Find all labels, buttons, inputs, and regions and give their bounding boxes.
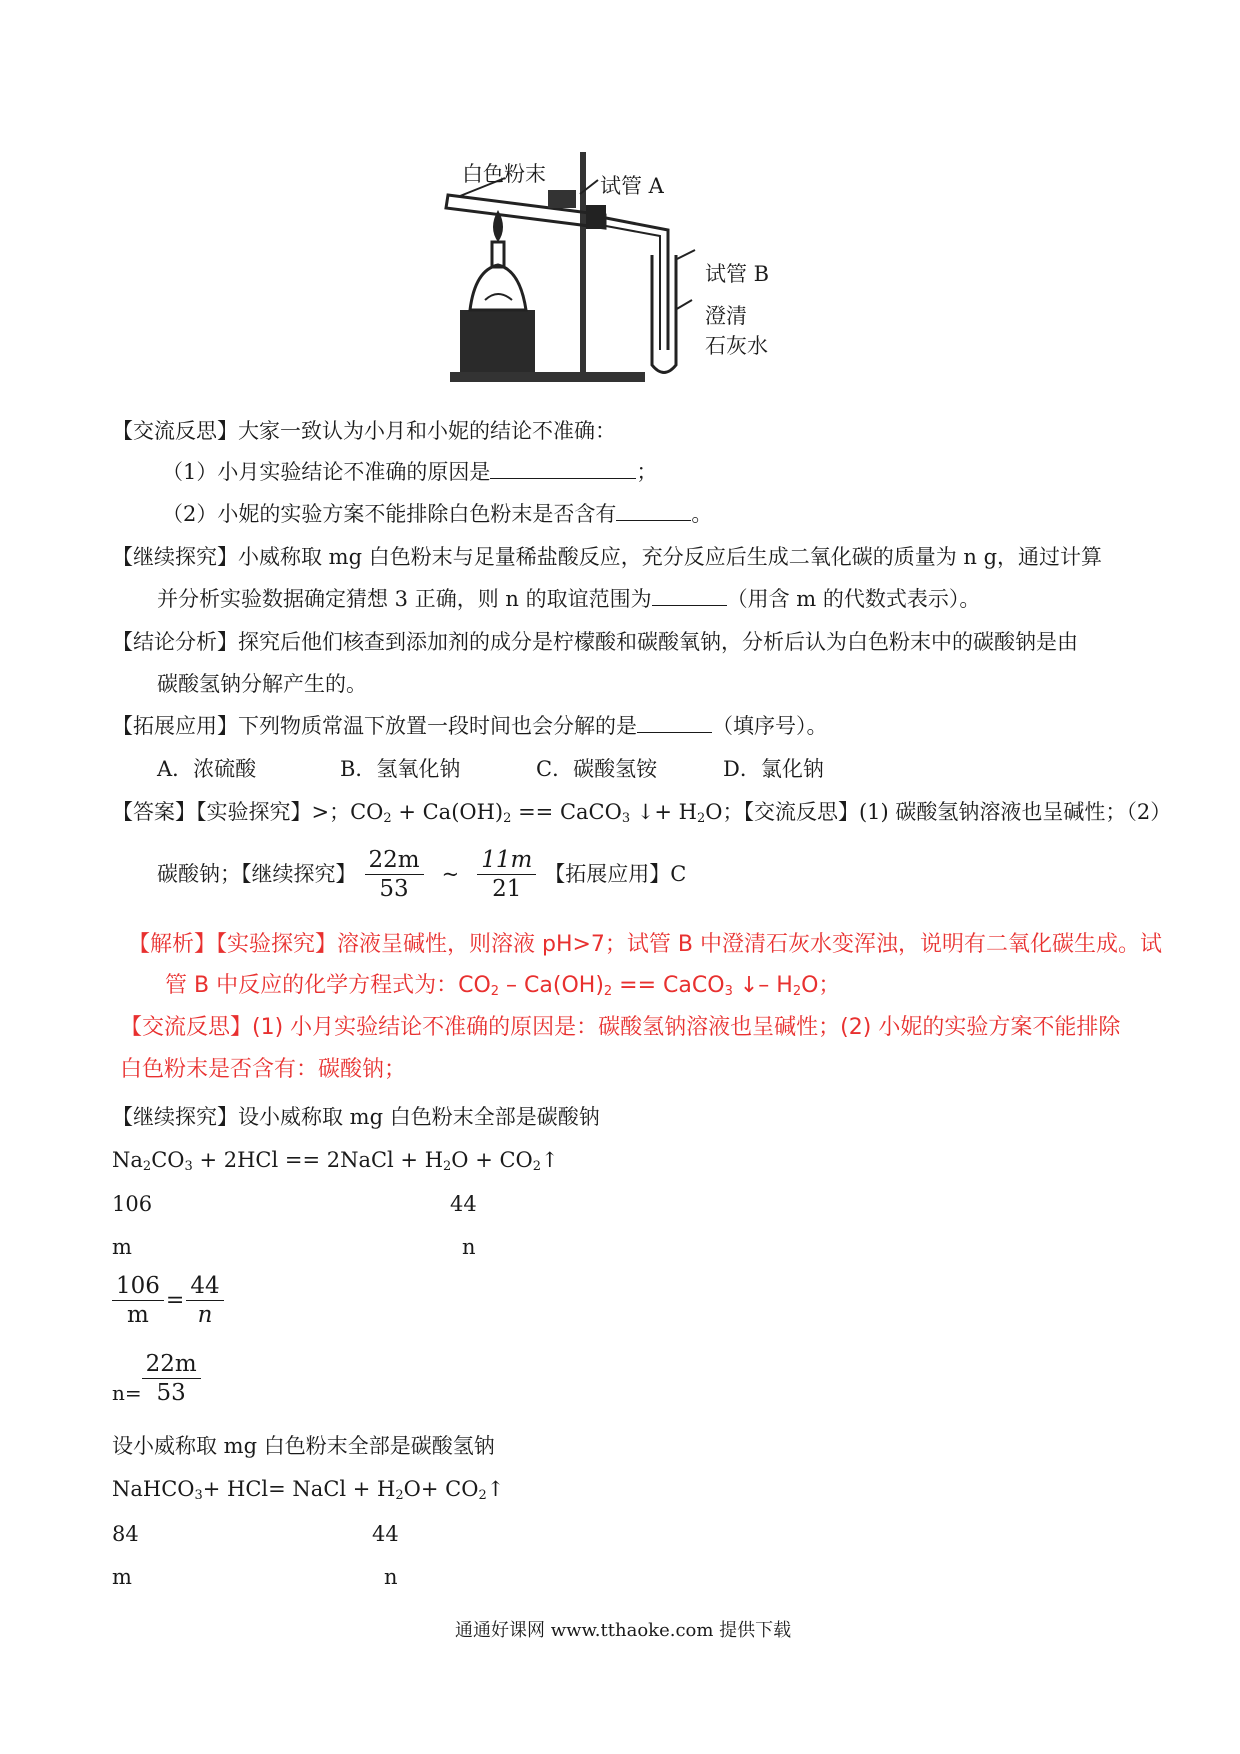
calc-proportion: $\frac{106}{m}$ = $\frac{44}{n}$ [112,1272,224,1329]
calc-heading-2: 设小威称取 mg 白色粉末全部是碳酸氢钠 [112,1434,495,1458]
option-d: D．氯化钠 [723,757,824,781]
option-c: C．碳酸氢铵 [536,757,658,781]
answer-fraction-1: $\frac{22m}{53}$ [365,846,424,903]
extension-line: 【拓展应用】下列物质常温下放置一段时间也会分解的是 （填序号）。 [112,714,828,738]
figure-label-tube-b: 试管 B [705,262,770,286]
answer-blank-2 [616,500,691,521]
figure-label-limewater-1: 澄清 [705,304,747,328]
answer-blank-1 [490,458,636,479]
calc-equation-1: $Na_2CO_3 + 2HCl$ == 2NaCl + $H_2O$ + $CO_2↑$ [112,1148,559,1174]
calc-n-result: n= $\frac{22m}{53}$ [112,1350,201,1407]
option-b: B．氢氧化钠 [340,757,461,781]
calc-row-4-left: m [112,1565,132,1589]
analysis-line-1: 【解析】【实验探究】溶液呈碱性，则溶液 pH>7；试管 B 中澄清石灰水变浑浊，说明有二氧化碳生成。试 [128,932,1163,957]
conclusion-line-2: 碳酸氢钠分解产生的。 [157,672,367,696]
figure-label-limewater-2: 石灰水 [705,334,768,358]
figure-label-tube-a: 试管 A [600,174,664,198]
answer-blank-4 [637,712,712,733]
calc-row-1-right: 44 [450,1192,477,1216]
n-result-fraction: $\frac{22m}{53}$ [142,1350,201,1407]
analysis-line-3: 【交流反思】(1) 小月实验结论不准确的原因是：碳酸氢钠溶液也呈碱性；(2) 小妮的实验方案不能排除 [120,1015,1121,1040]
calc-equation-2: NaHCO$_3$+ HCl= NaCl + $H_2O+$ $CO_2↑$ [112,1477,505,1503]
continue-line-2: 并分析实验数据确定猜想 3 正确，则 n 的取谊范围为 （用含 m 的代数式表示）。 [157,587,981,611]
answer-blank-3 [652,585,727,606]
conclusion-line-1: 【结论分析】探究后他们核查到添加剂的成分是柠檬酸和碳酸氧钠，分析后认为白色粉末中的碳酸钠是由 [112,630,1078,654]
calc-row-4-right: n [384,1565,398,1589]
exchange-question-1: （1）小月实验结论不准确的原因是 ； [162,460,658,484]
answer-line-2: 碳酸钠；【继续探究】 $\frac{22m}{53}$ ~ $\frac{11m}{21}$ 【拓展应用】C [157,846,687,902]
calc-row-3-left: 84 [112,1522,139,1546]
page-footer: 通通好课网 www.tthaoke.com 提供下载 [455,1620,792,1641]
calc-row-2-left: m [112,1235,132,1259]
proportion-fraction-right: $\frac{44}{n}$ [186,1272,223,1329]
answer-line-1: 【答案】【实验探究】>；$CO_2 + Ca(OH)_2$ == CaCO$_3$ ↓+ $H_2O$；【交流反思】(1) 碳酸氢钠溶液也呈碱性；（2） [112,800,1172,826]
calc-row-3-right: 44 [372,1522,399,1546]
analysis-line-2: 管 B 中反应的化学方程式为：$CO_2 - Ca(OH)_2$ == CaCO$_3$ ↓– $H_2O$； [165,973,841,999]
analysis-line-4: 白色粉末是否含有：碳酸钠； [120,1057,407,1082]
calc-row-2-right: n [462,1235,476,1259]
continue-line-1: 【继续探究】小威称取 mg 白色粉末与足量稀盐酸反应，充分反应后生成二氧化碳的质量为 n g，通过计算 [112,545,1103,569]
exchange-question-2: （2）小妮的实验方案不能排除白色粉末是否含有 。 [162,502,713,526]
exchange-heading: 【交流反思】大家一致认为小月和小妮的结论不准确： [112,419,616,443]
calc-row-1-left: 106 [112,1192,153,1216]
answer-fraction-2: $\frac{11m}{21}$ [477,846,536,903]
option-a: A．浓硫酸 [157,757,257,781]
figure-label-powder: 白色粉末 [462,162,546,186]
calc-heading-1: 【继续探究】设小威称取 mg 白色粉末全部是碳酸钠 [112,1105,600,1129]
proportion-fraction-left: $\frac{106}{m}$ [112,1272,164,1329]
